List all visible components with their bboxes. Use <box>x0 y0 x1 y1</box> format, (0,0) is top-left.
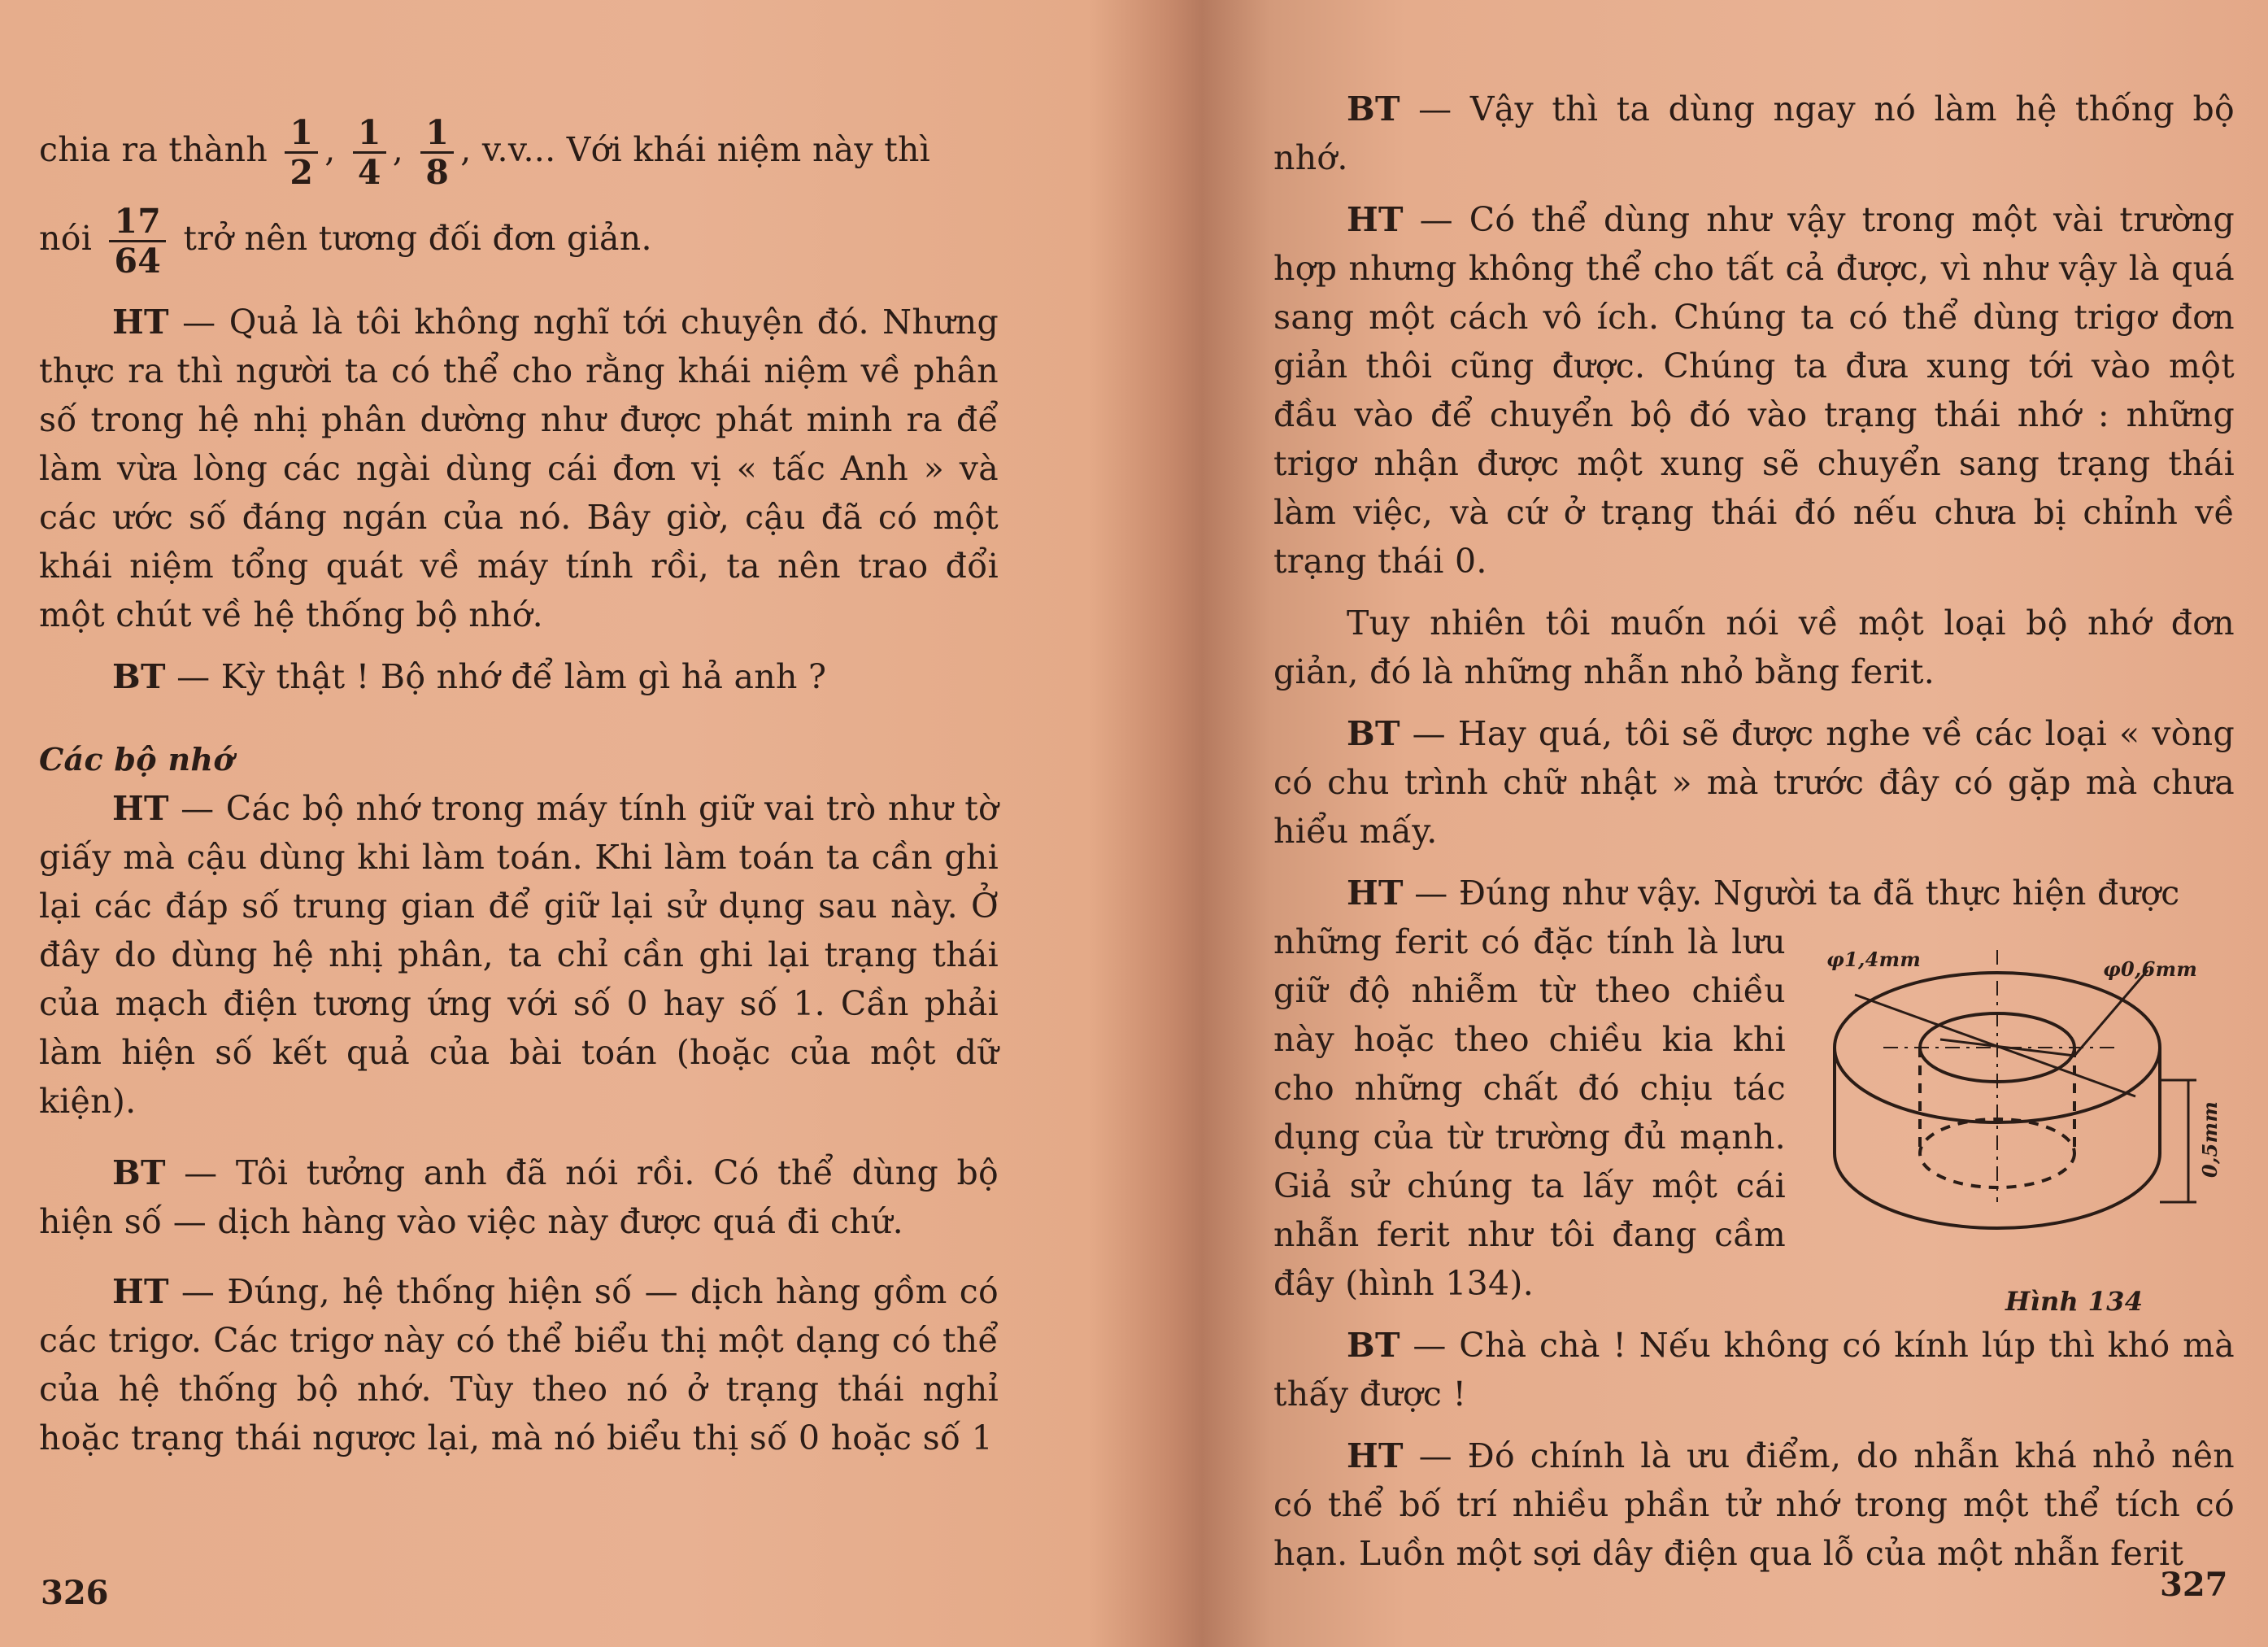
page-number: 326 <box>41 1574 109 1612</box>
paragraph: HT — Đúng như vậy. Người ta đã thực hiện được <box>1347 874 2180 913</box>
left-page-text <box>39 114 999 1462</box>
paragraph: HT — Đó chính là ưu điểm, do nhẫn khá nhỏ nên có thể bố trí nhiều phần tử nhớ trong một thể tích có hạn. Luồn một sợi dây điện qua lỗ của một nhẫn ferit <box>1273 1436 2235 1573</box>
ferrite-ring-figure <box>1826 934 2233 1357</box>
ferrite-ring-drawing <box>1826 934 2233 1275</box>
paragraph: HT — Quả là tôi không nghĩ tới chuyện đó. Nhưng thực ra thì người ta có thể cho rằng khái niệm về phân số trong hệ nhị phân dường như được phát minh ra để làm vừa lòng các ngài dùng cái đơn vị « tấc Anh » và các ước số đáng ngán của nó. Bây giờ, cậu đã có một khái niệm tổng quát về máy tính rồi, ta nên trao đổi một chút về hệ thống bộ nhớ. <box>39 303 999 634</box>
fraction-17-64: $\frac{17}{64}$ <box>109 203 166 280</box>
fraction-1-4: $\frac{1}{4}$ <box>353 114 386 191</box>
right-page-text <box>1273 85 2235 1578</box>
paragraph: Tuy nhiên tôi muốn nói về một loại bộ nhớ đơn giản, đó là những nhẫn nhỏ bằng ferit. <box>1273 603 2235 691</box>
fraction-1-8: $\frac{1}{8}$ <box>420 114 454 191</box>
figure-block <box>1273 917 2235 1317</box>
paragraph: BT — Chà chà ! Nếu không có kính lúp thì khó mà thấy được ! <box>1273 1326 2235 1414</box>
figure-caption: Hình 134 <box>2005 1286 2144 1317</box>
paragraph: BT — Tôi tưởng anh đã nói rồi. Có thể dùng bộ hiện số — dịch hàng vào việc này được quá đi chứ. <box>39 1153 999 1241</box>
inner-dimension-line <box>1940 970 2148 1056</box>
page-number: 327 <box>2160 1566 2228 1604</box>
paragraph: BT — Kỳ thật ! Bộ nhớ để làm gì hả anh ? <box>112 657 827 696</box>
height-dimension-line <box>2160 1080 2196 1202</box>
right-page <box>1155 0 2268 1647</box>
paragraph: BT — Vậy thì ta dùng ngay nó làm hệ thống bộ nhớ. <box>1273 89 2235 177</box>
fraction-1-2: $\frac{1}{2}$ <box>285 114 318 191</box>
paragraph-wrapped: những ferit có đặc tính là lưu giữ độ nhiễm từ theo chiều này hoặc theo chiều kia khi cho những chất đó chịu tác dụng của từ trường đủ mạnh. Giả sử chúng ta lấy một cái nhẫn ferit như tôi đang cầm đây (hình 134). <box>1273 922 1786 1303</box>
paragraph: HT — Các bộ nhớ trong máy tính giữ vai trò như tờ giấy mà cậu dùng khi làm toán. Khi làm toán ta cần ghi lại các đáp số trung gian để giữ lại sử dụng sau này. Ở đây do dùng hệ nhị phân, ta chỉ cần ghi lại trạng thái của mạch điện tương ứng với số 0 hay số 1. Cần phải làm hiện số kết quả của bài toán (hoặc của một dữ kiện). <box>39 789 999 1121</box>
outer-dimension-label: φ1,4mm <box>1826 948 1922 971</box>
paragraph: HT — Có thể dùng như vậy trong một vài trường hợp nhưng không thể cho tất cả được, vì như vậy là quá sang một cách vô ích. Chúng ta có thể dùng trigơ đơn giản thôi cũng được. Chúng ta đưa xung tới vào một đầu vào để chuyển bộ đó vào trạng thái nhớ : những trigơ nhận được một xung sẽ chuyển sang trạng thái làm việc, và cứ ở trạng thái đó nếu chưa bị chỉnh về trạng thái 0. <box>1273 200 2235 581</box>
paragraph: BT — Hay quá, tôi sẽ được nghe về các loại « vòng có chu trình chữ nhật » mà trước đây có gặp mà chưa hiểu mấy. <box>1273 714 2235 851</box>
paragraph: HT — Đúng, hệ thống hiện số — dịch hàng gồm có các trigơ. Các trigơ này có thể biểu thị một dạng có thể của hệ thống bộ nhớ. Tùy theo nó ở trạng thái nghỉ hoặc trạng thái ngược lại, mà nó biểu thị số 0 hoặc số 1 <box>39 1272 999 1457</box>
fraction-line-2: nói $\frac{17}{64}$ trở nên tương đối đơn giản. <box>39 202 652 281</box>
section-heading: Các bộ nhớ <box>39 741 234 778</box>
height-dimension-label: 0,5mm <box>2198 1100 2222 1178</box>
fraction-line: chia ra thành $\frac{1}{2}$ , $\frac{1}{4}$ , $\frac{1}{8}$ , v.v... Với khái niệm này thì <box>39 113 931 192</box>
inner-dimension-label: φ0,6mm <box>2103 957 2198 981</box>
